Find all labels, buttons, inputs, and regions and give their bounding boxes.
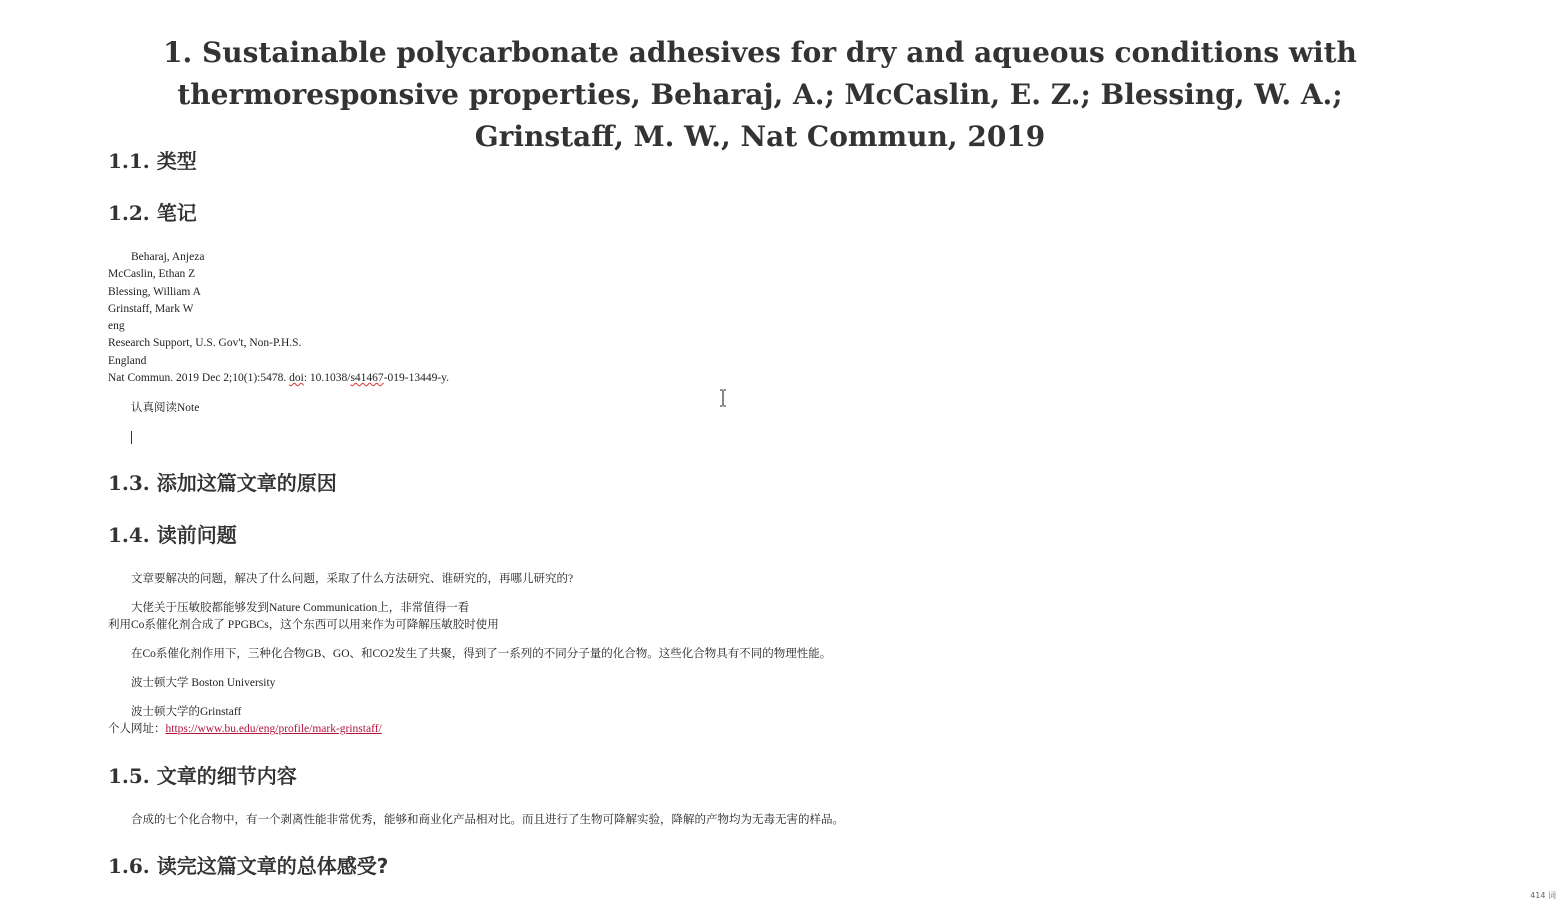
citation-s: s41467 <box>350 372 384 385</box>
heading-pre-questions <box>108 522 237 548</box>
text-caret <box>131 431 132 444</box>
heading-overall <box>108 853 388 879</box>
paragraph-text: 利用Co系催化剂合成了 PPGBCs，这个东西可以用来作为可降解压敏胶时使用 <box>108 619 499 632</box>
paragraph-text: 大佬关于压敏胶都能够发到Nature Communication上，非常值得一看 <box>131 602 470 614</box>
heading-details <box>108 763 297 789</box>
heading-text: 读前问题 <box>156 523 237 547</box>
citation-post: -019-13449-y. <box>383 372 450 385</box>
author-line: Blessing, William A <box>108 285 201 298</box>
author-line: Beharaj, Anjeza <box>131 251 205 263</box>
paragraph-text: 波士顿大学 Boston University <box>131 677 276 689</box>
heading-text: 笔记 <box>156 201 197 225</box>
heading-text: 读完这篇文章的总体感受? <box>156 854 389 878</box>
heading-notes <box>108 200 197 226</box>
homepage-line <box>108 721 382 738</box>
ibeam-cursor-icon <box>717 389 729 407</box>
country-line: England <box>108 354 147 367</box>
citation-pre: Nat Commun. 2019 Dec 2;10(1):5478. <box>108 372 290 385</box>
details-paragraph[interactable] <box>108 812 844 829</box>
citation-doi: doi <box>289 372 304 385</box>
heading-number: 1.5. <box>108 764 150 788</box>
question-paragraph[interactable] <box>108 600 499 635</box>
document-title: 1. Sustainable polycarbonate adhesives for dry and aqueous conditions with thermoresponsive properties, Beharaj, A.; McCaslin, E. Z.; Blessing, W. A.; Grinstaff, M. W., Nat Commun, 2019 <box>163 36 1357 153</box>
question-paragraph[interactable] <box>108 675 275 692</box>
paragraph-text: 合成的七个化合物中，有一个剥离性能非常优秀，能够和商业化产品相对比。而且进行了生物可降解实验，降解的产物均为无毒无害的样品。 <box>131 814 844 826</box>
read-note-text: 认真阅读Note <box>131 402 200 414</box>
notes-paragraph[interactable] <box>108 249 449 387</box>
support-line: Research Support, U.S. Gov't, Non-P.H.S. <box>108 337 302 350</box>
heading-number: 1.1. <box>108 149 150 173</box>
homepage-link[interactable]: https://www.bu.edu/eng/profile/mark-grinstaff/ <box>165 723 382 736</box>
heading-number: 1.4. <box>108 523 150 547</box>
heading-reason <box>108 470 337 496</box>
heading-number: 1.6. <box>108 854 150 878</box>
paragraph-text: 文章要解决的问题，解决了什么问题，采取了什么方法研究、谁研究的，再哪儿研究的? <box>131 573 574 585</box>
question-paragraph[interactable] <box>108 704 382 739</box>
heading-number: 1.3. <box>108 471 150 495</box>
heading-type <box>108 148 197 174</box>
question-paragraph[interactable] <box>108 571 573 588</box>
heading-text: 类型 <box>156 149 197 173</box>
question-paragraph[interactable] <box>108 646 831 663</box>
paragraph-text: 在Co系催化剂作用下，三种化合物GB、GO、和CO2发生了共聚，得到了一系列的不同分子量的化合物。这些化合物具有不同的物理性能。 <box>131 648 832 660</box>
read-note-paragraph[interactable] <box>108 400 199 417</box>
citation-line <box>108 370 449 387</box>
word-count: 414 词 <box>1530 891 1556 900</box>
citation-mid: : 10.1038/ <box>303 372 351 385</box>
paragraph-text: 波士顿大学的Grinstaff <box>131 706 242 718</box>
author-line: Grinstaff, Mark W <box>108 302 194 315</box>
author-line: McCaslin, Ethan Z <box>108 268 196 281</box>
heading-text: 文章的细节内容 <box>156 764 297 788</box>
heading-text: 添加这篇文章的原因 <box>156 471 337 495</box>
homepage-label: 个人网址： <box>108 723 166 736</box>
language-line: eng <box>108 320 125 333</box>
heading-number: 1.2. <box>108 201 150 225</box>
